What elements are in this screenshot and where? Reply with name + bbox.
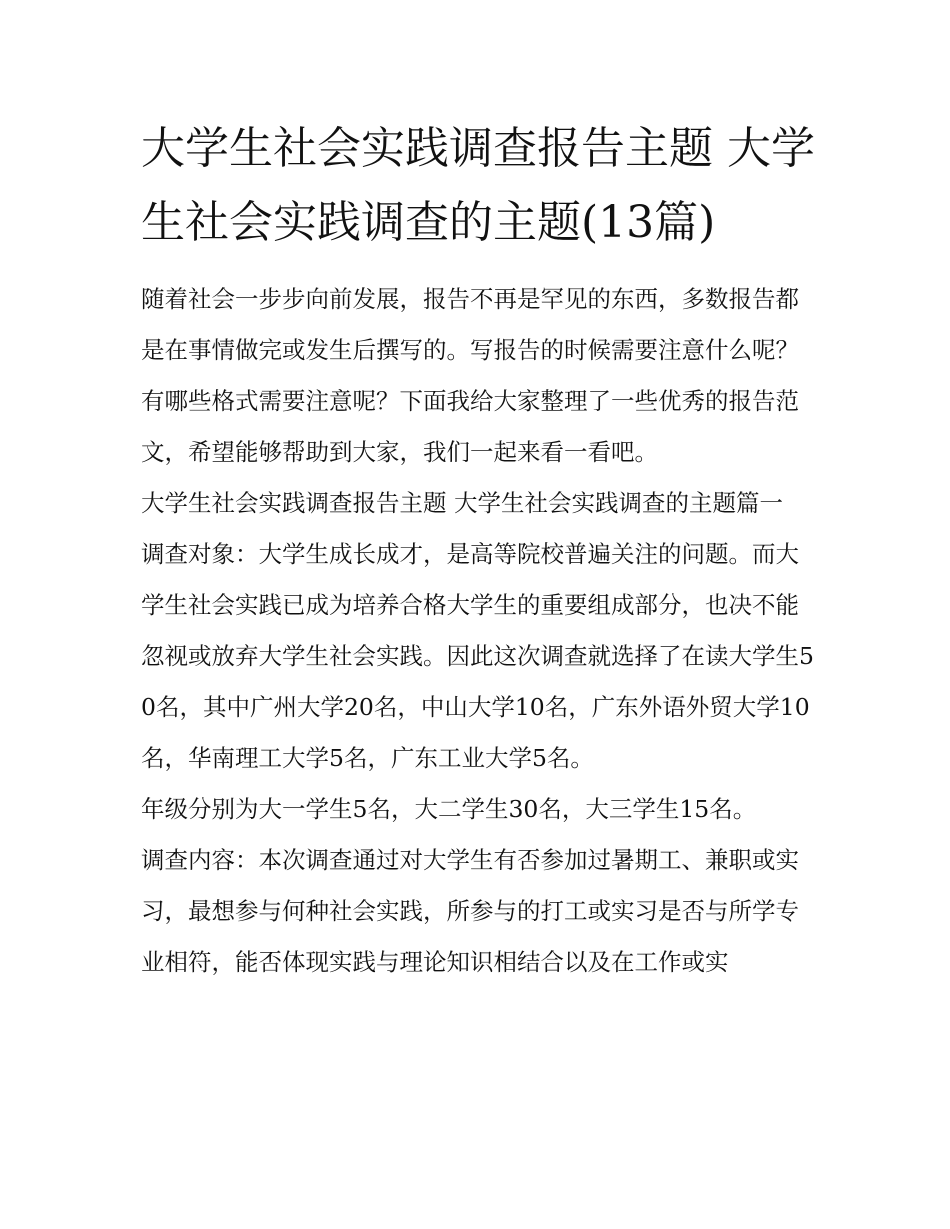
grade-distribution-paragraph: 年级分别为大一学生5名，大二学生30名，大三学生15名。 <box>141 795 757 823</box>
survey-content-paragraph: 调查内容：本次调查通过对大学生有否参加过暑期工、兼职或实习，最想参与何种社会实践，所参与的打工或实习是否与所学专业相符，能否体现实践与理论知识相结合以及在工作或实 <box>141 846 799 976</box>
intro-paragraph: 随着社会一步步向前发展，报告不再是罕见的东西，多数报告都是在事情做完或发生后撰写的。写报告的时候需要注意什么呢？有哪些格式需要注意呢？下面我给大家整理了一些优秀的报告范文，希望能够帮助到大家，我们一起来看一看吧。 <box>141 285 799 466</box>
survey-subject-paragraph: 调查对象：大学生成长成才，是高等院校普遍关注的问题。而大学生社会实践已成为培养合格大学生的重要组成部分，也决不能忽视或放弃大学生社会实践。因此这次调查就选择了在读大学生50名，其中广州大学20名，中山大学10名，广东外语外贸大学10名，华南理工大学5名，广东工业大学5名。 <box>141 540 814 772</box>
document-page <box>141 112 821 988</box>
document-title: 大学生社会实践调查报告主题 大学生社会实践调查的主题(13篇) <box>141 123 815 248</box>
document-body <box>141 274 821 988</box>
section-heading: 大学生社会实践调查报告主题 大学生社会实践调查的主题篇一 <box>141 489 783 517</box>
